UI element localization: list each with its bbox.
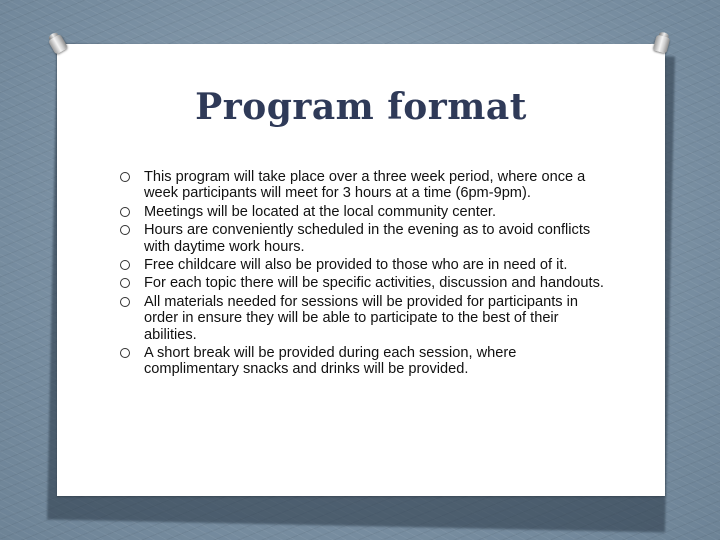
hollow-circle-bullet-icon: [120, 225, 130, 235]
hollow-circle-bullet-icon: [120, 172, 130, 182]
bullet-item: [118, 204, 613, 220]
bullet-text: This program will take place over a three week period, where once a week participants will meet for 3 hours at a time (6pm-9pm).: [144, 169, 586, 202]
bullet-item: [118, 169, 613, 202]
hollow-circle-bullet-icon: [120, 207, 130, 217]
bullet-text: Hours are conveniently scheduled in the evening as to avoid conflicts with daytime work hours.: [144, 222, 591, 255]
bullet-list: [118, 169, 613, 380]
hollow-circle-bullet-icon: [120, 348, 130, 358]
hollow-circle-bullet-icon: [120, 297, 130, 307]
bullet-text: Free childcare will also be provided to those who are in need of it.: [144, 257, 568, 274]
bullet-text: Meetings will be located at the local community center.: [144, 203, 497, 220]
bullet-text: A short break will be provided during each session, where complimentary snacks and drinks will be provided.: [144, 345, 517, 378]
slide-title: Program format: [195, 86, 527, 128]
bullet-item: [118, 345, 613, 378]
hollow-circle-bullet-icon: [120, 260, 130, 270]
bullet-text: For each topic there will be specific activities, discussion and handouts.: [144, 275, 604, 292]
bullet-item: [118, 275, 613, 291]
bullet-text: All materials needed for sessions will be provided for participants in order in ensure they will be able to participate to the best of their abilities.: [144, 293, 578, 343]
pushpin-icon: [652, 35, 671, 58]
hollow-circle-bullet-icon: [120, 278, 130, 288]
bullet-item: [118, 257, 613, 273]
bullet-item: [118, 294, 613, 343]
bullet-item: [118, 222, 613, 255]
